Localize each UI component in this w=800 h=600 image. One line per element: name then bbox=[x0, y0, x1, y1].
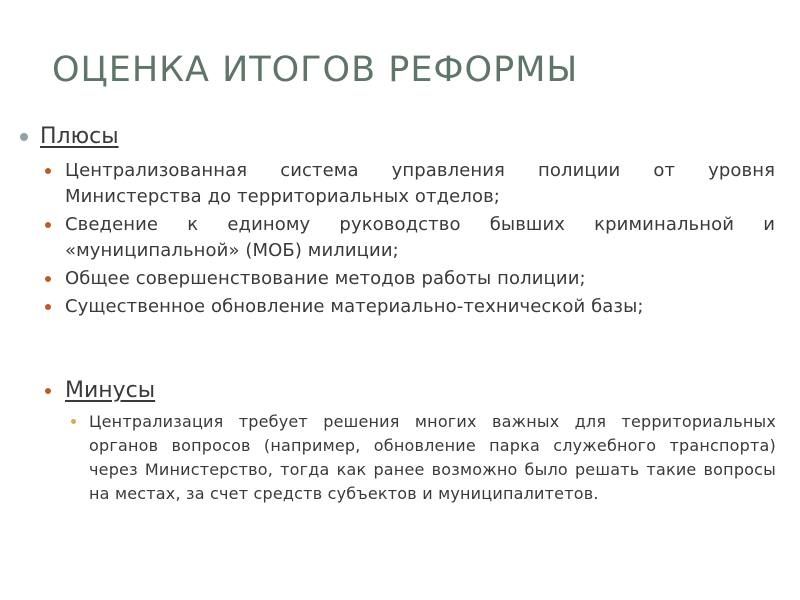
pros-item-text: Централизованная система управления полиции от уровня Министерства до территориальных отделов; bbox=[65, 160, 775, 207]
cons-heading: Минусы bbox=[65, 378, 156, 403]
pros-list-item bbox=[65, 158, 775, 210]
bullet-icon bbox=[71, 419, 76, 424]
bullet-icon bbox=[45, 276, 51, 282]
pros-list-item bbox=[65, 212, 775, 264]
pros-list bbox=[65, 158, 775, 322]
bullet-icon bbox=[45, 168, 51, 174]
pros-heading: Плюсы bbox=[40, 124, 119, 149]
pros-item-text: Существенное обновление материально-технической базы; bbox=[65, 296, 644, 317]
pros-item-text: Сведение к единому руководство бывших криминальной и «муниципальной» (МОБ) милиции; bbox=[65, 214, 775, 261]
cons-list bbox=[89, 410, 776, 506]
pros-list-item bbox=[65, 266, 775, 292]
pros-item-text: Общее совершенствование методов работы полиции; bbox=[65, 268, 586, 289]
pros-bullet-icon bbox=[20, 133, 28, 141]
bullet-icon bbox=[45, 304, 51, 310]
slide-title: ОЦЕНКА ИТОГОВ РЕФОРМЫ bbox=[52, 50, 579, 90]
pros-list-item bbox=[65, 294, 775, 320]
cons-list-item bbox=[89, 410, 776, 506]
bullet-icon bbox=[45, 222, 51, 228]
cons-bullet-icon bbox=[45, 388, 51, 394]
cons-item-text: Централизация требует решения многих важных для территориальных органов вопросов (например, обновление парка служебного транспорта) через Министерство, тогда как ранее возможно было решать такие вопросы на местах, за счет средств субъектов и муниципалитетов. bbox=[89, 412, 776, 503]
